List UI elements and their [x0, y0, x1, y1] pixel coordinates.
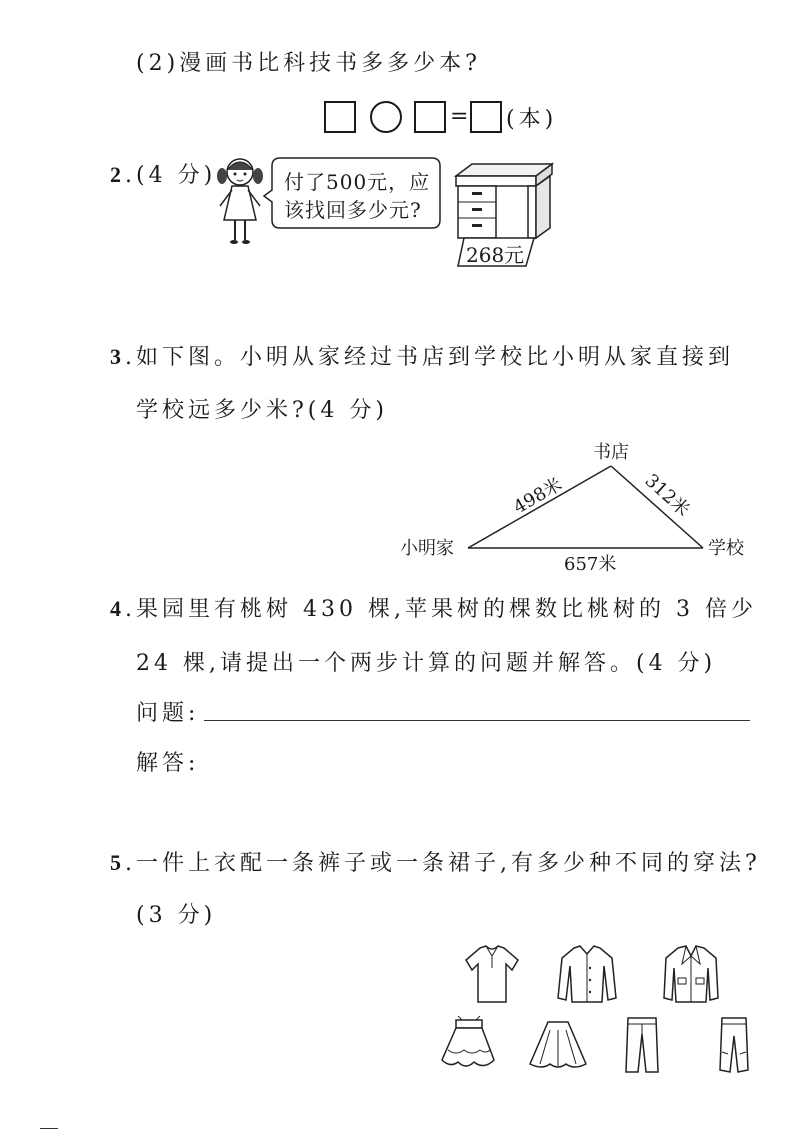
answer-box-2[interactable]: [414, 101, 446, 133]
label-home-to-bookstore: 498米: [510, 473, 566, 519]
price-tag-label: 268元: [466, 243, 525, 267]
q2-number: 2: [110, 162, 125, 187]
shirt-icon: [554, 944, 620, 1006]
q1-part2-text: (2)漫画书比科技书多多少本?: [136, 51, 481, 76]
long-pants-icon: [622, 1016, 662, 1076]
q3-line-2: 学校远多少米?(4 分): [136, 398, 388, 423]
q5-line-1: [110, 846, 761, 877]
label-home: 小明家: [400, 538, 454, 559]
q5-text-1: .一件上衣配一条裤子或一条裙子,有多少种不同的穿法?: [125, 851, 761, 876]
jeans-icon: [716, 1016, 752, 1076]
q4-number: 4: [110, 596, 125, 621]
flared-skirt-icon: [526, 1020, 590, 1072]
q3-text-1: .如下图。小明从家经过书店到学校比小明从家直接到: [125, 345, 734, 370]
label-bookstore: 书店: [593, 442, 629, 463]
equals-sign: =: [450, 104, 469, 129]
answer-label: 解答:: [136, 751, 200, 776]
q4-text-1: .果园里有桃树 430 棵,苹果树的棵数比桃树的 3 倍少: [125, 597, 757, 622]
q3-number: 3: [110, 344, 125, 369]
label-home-to-school: 657米: [564, 554, 617, 575]
q5-line-2: (3 分): [136, 903, 217, 928]
speech-line-1: 付了500元，应: [284, 170, 431, 194]
q2-score: .(4 分): [125, 163, 217, 188]
q4-line-2: 24 棵,请提出一个两步计算的问题并解答。(4 分): [136, 651, 717, 676]
q3-line-1: [110, 340, 734, 371]
label-bookstore-to-school: 312米: [640, 470, 694, 521]
label-school: 学校: [708, 538, 744, 559]
unit-label: (本): [506, 107, 558, 132]
q5-number: 5: [110, 850, 125, 875]
polo-shirt-icon: [462, 944, 522, 1006]
jacket-icon: [660, 944, 722, 1006]
desk-illustration: [450, 162, 555, 242]
speech-line-2: 该找回多少元?: [284, 198, 422, 222]
question-answer-line[interactable]: [204, 720, 750, 721]
answer-box-1[interactable]: [324, 101, 356, 133]
question-label: 问题:: [136, 701, 200, 726]
triangle-diagram: [396, 436, 756, 576]
q2-header: [110, 158, 216, 189]
girl-illustration: [210, 150, 270, 250]
ruffled-skirt-icon: [436, 1016, 502, 1072]
footer-mark: [40, 1128, 58, 1129]
q4-line-1: [110, 592, 757, 623]
answer-box-result[interactable]: [470, 101, 502, 133]
operator-circle[interactable]: [370, 101, 402, 133]
